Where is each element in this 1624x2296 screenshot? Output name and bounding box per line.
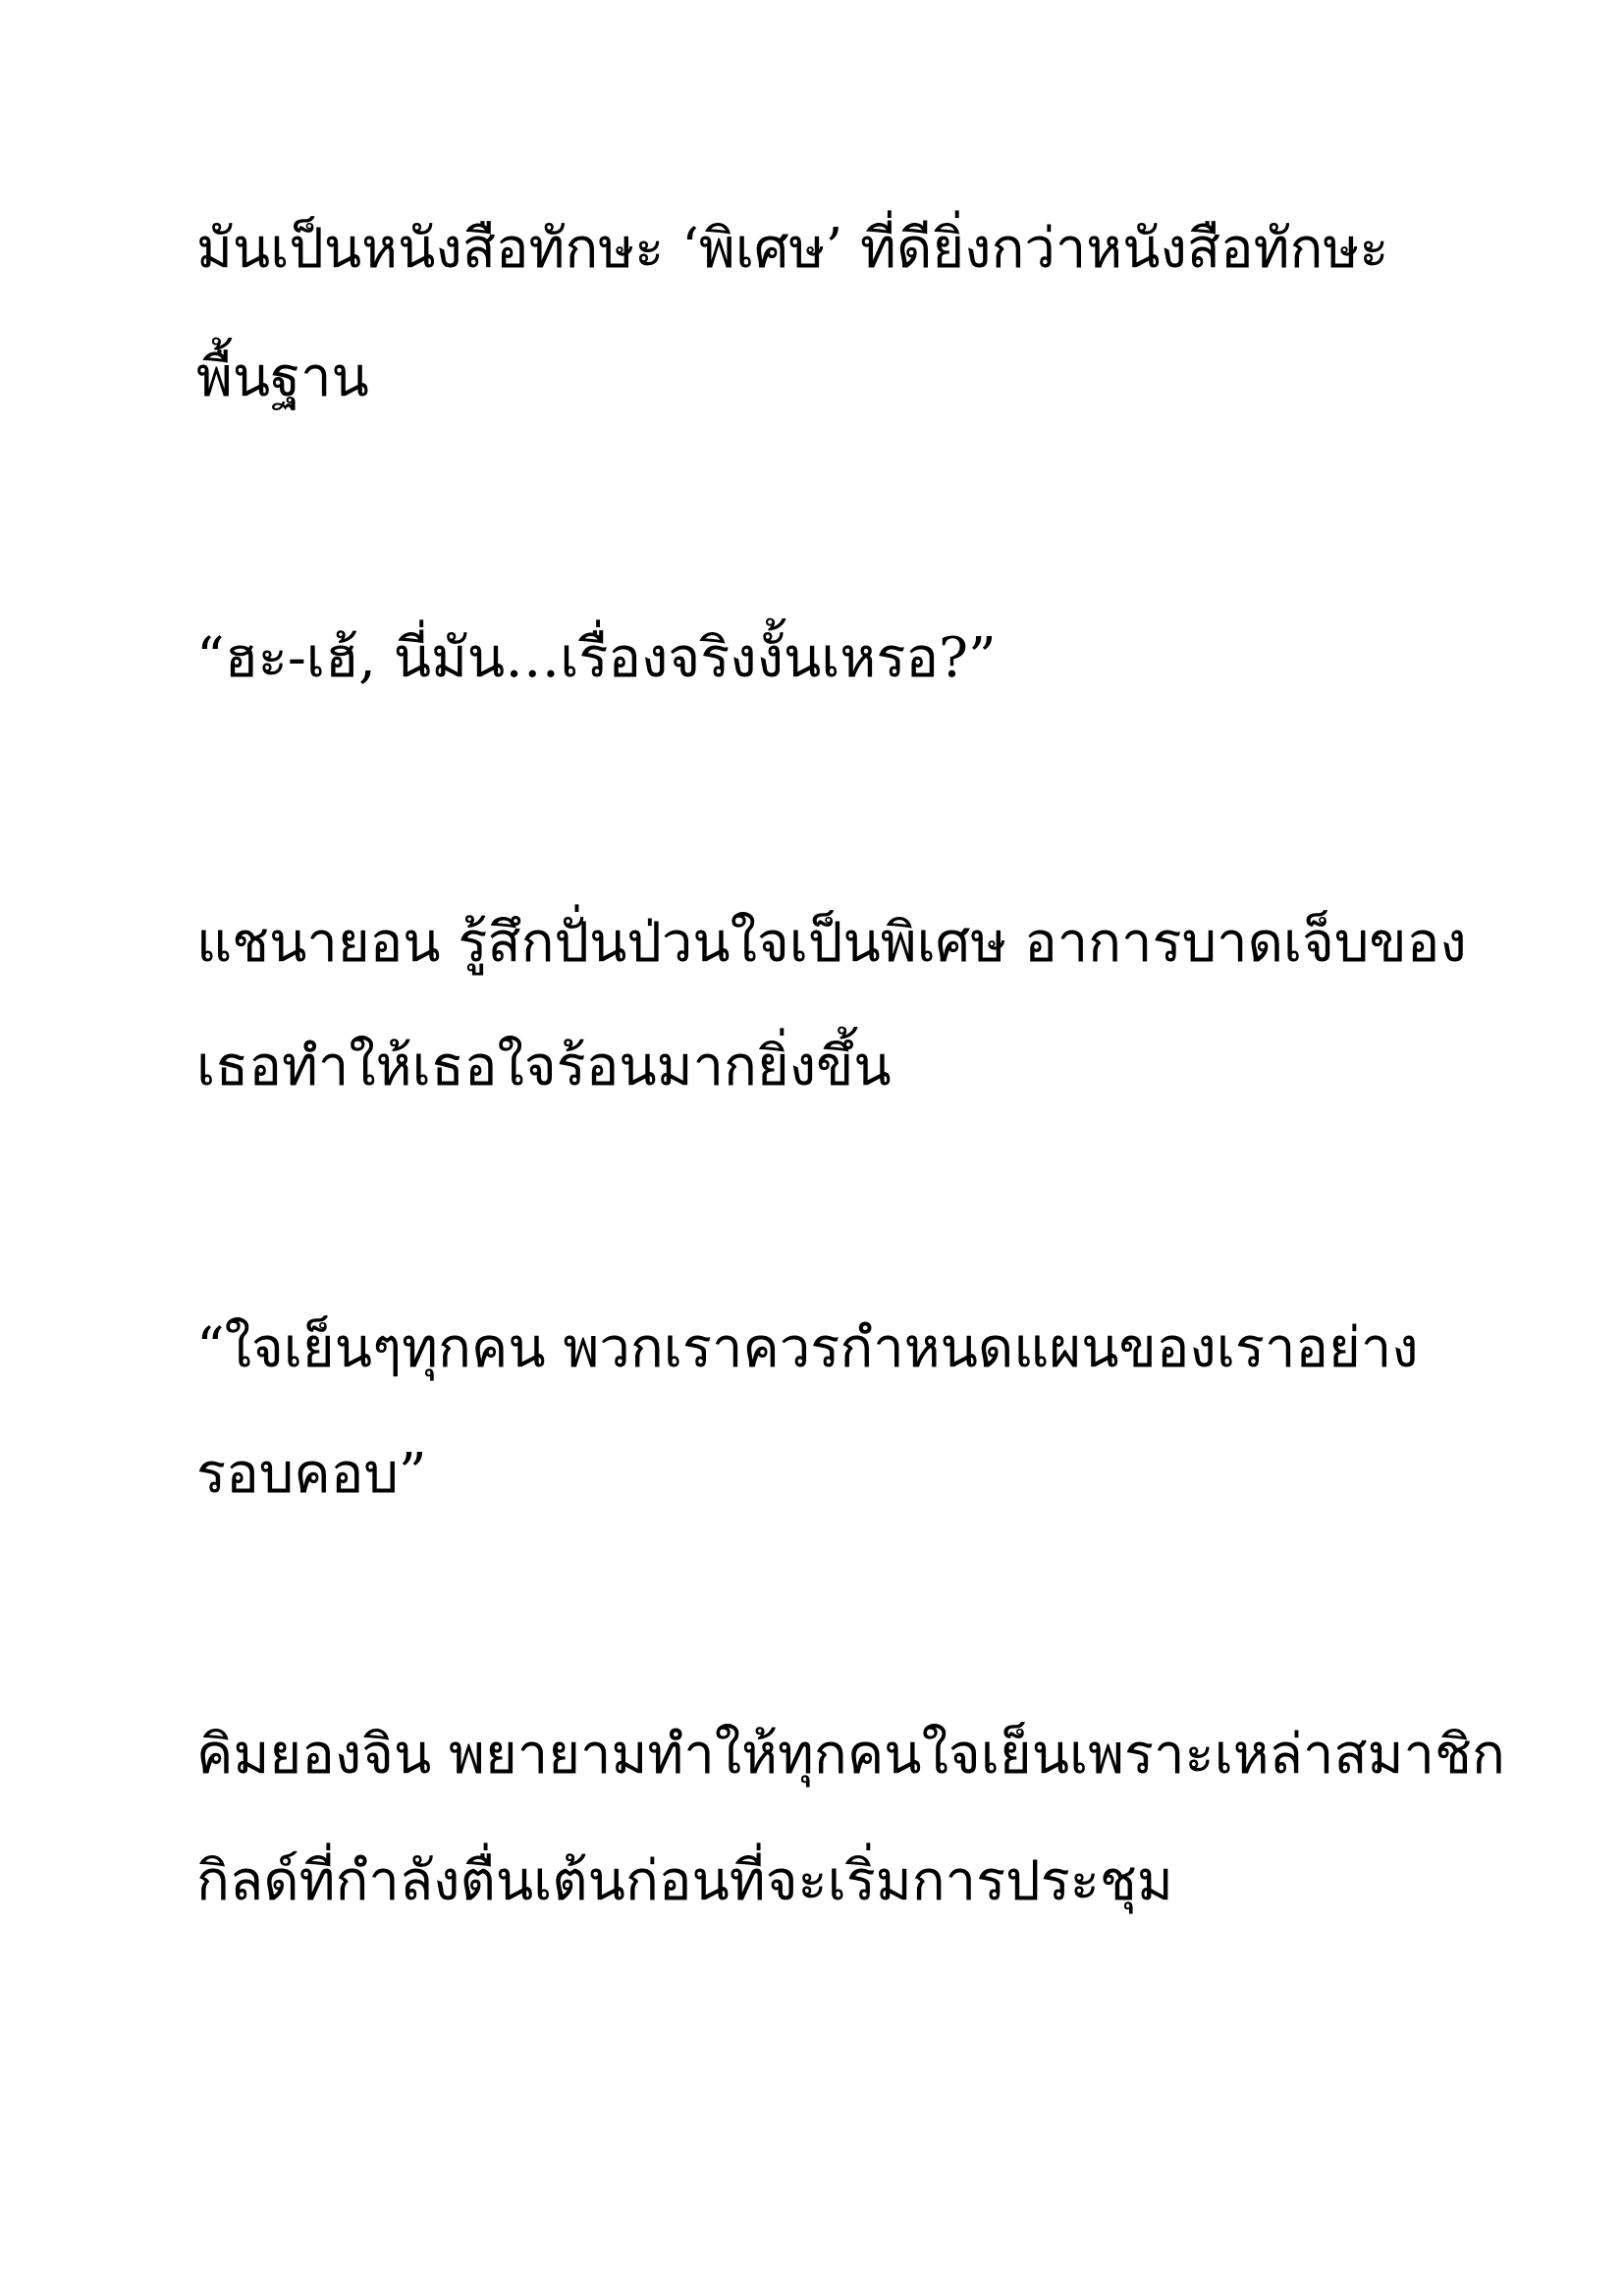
paragraph-1-line-2: พื้นฐาน [196, 346, 369, 409]
paragraph-4-line-2: รอบคอบ” [196, 1442, 427, 1506]
paragraph-4-line-1: “ใจเย็นๆทุกคน พวกเราควรกำหนดแผนของเราอย่าง [196, 1316, 1419, 1380]
paragraph-1-line-1: มันเป็นหนังสือทักษะ ‘พิเศษ’ ที่ดียิ่งกว่าหนังสือทักษะ [196, 217, 1389, 281]
paragraph-3-line-1: แชนายอน รู้สึกปั่นป่วนใจเป็นพิเศษ อาการบาดเจ็บของ [196, 911, 1467, 975]
paragraph-3-line-2: เธอทำให้เธอใจร้อนมากยิ่งขึ้น [196, 1035, 892, 1098]
paragraph-5-line-1: คิมยองจิน พยายามทำให้ทุกคนใจเย็นเพราะเหล่าสมาชิก [196, 1723, 1505, 1787]
paragraph-5-line-2: กิลด์ที่กำลังตื่นเต้นก่อนที่จะเริ่มการประชุม [196, 1849, 1173, 1913]
paragraph-2-line-1: “ฮะ-เฮ้, นี่มัน…เรื่องจริงงั้นเหรอ?” [196, 626, 997, 690]
